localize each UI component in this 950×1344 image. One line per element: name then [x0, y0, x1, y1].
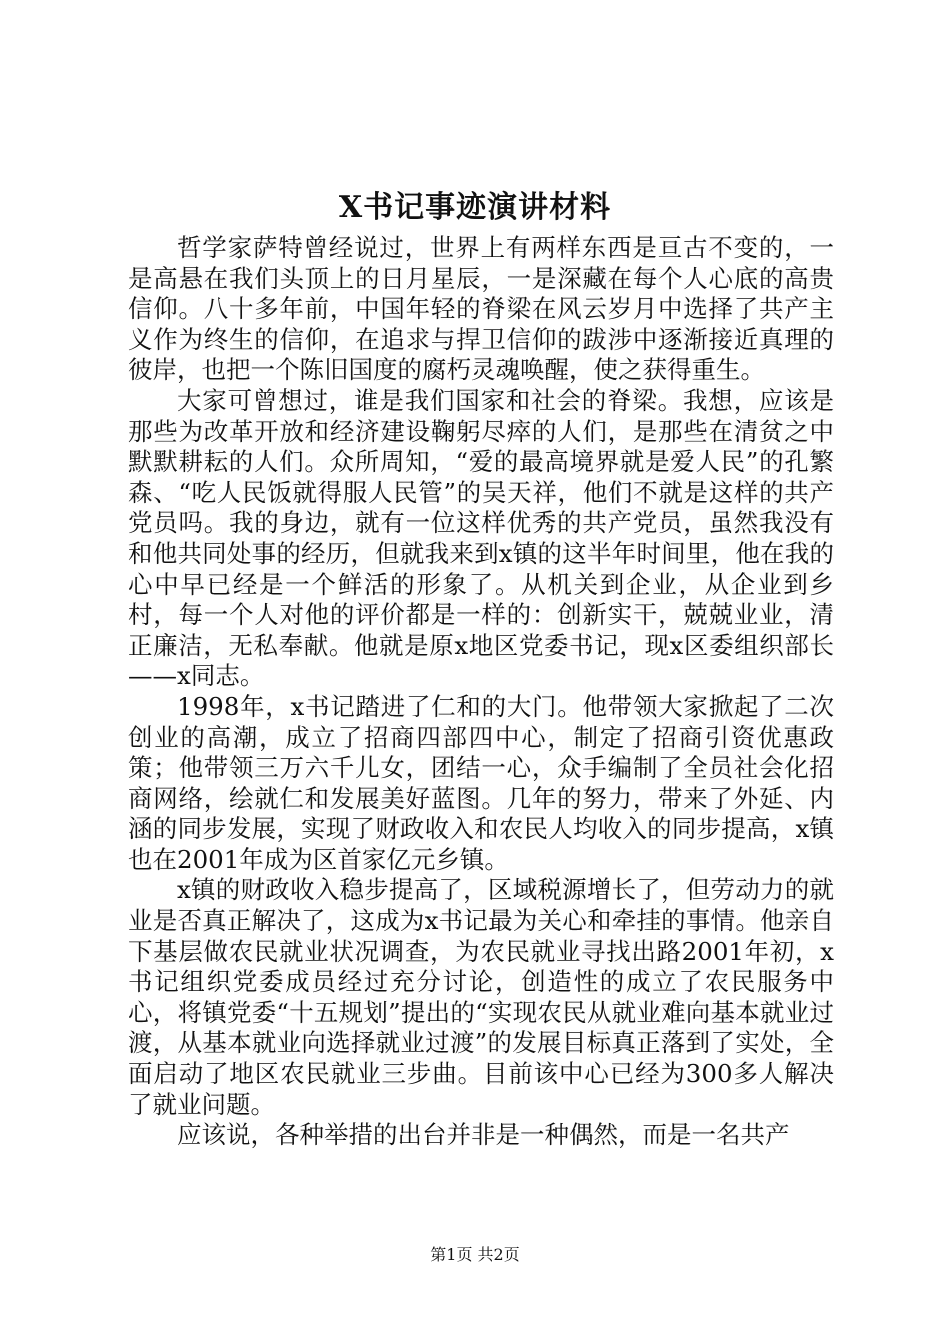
paragraph: 大家可曾想过，谁是我们国家和社会的脊梁。我想，应该是那些为改革开放和经济建设鞠躬尽瘁的人们，是那些在清贫之中默默耕耘的人们。众所周知，“爱的最高境界就是爱人民”的孔繁森、“吃人民饭就得服人民管”的吴天祥，他们不就是这样的共产党员吗。我的身边，就有一位这样优秀的共产党员，虽然我没有和他共同处事的经历，但就我来到x镇的这半年时间里，他在我的心中早已经是一个鲜活的形象了。从机关到企业，从企业到乡村，每一个人对他的评价都是一样的：创新实干，兢兢业业，清正廉洁，无私奉献。他就是原x地区党委书记，现x区委组织部长——x同志。: [128, 385, 834, 691]
page-footer: 第1页 共2页: [430, 1245, 520, 1264]
paragraph: 1998年，x书记踏进了仁和的大门。他带领大家掀起了二次创业的高潮，成立了招商四部四中心，制定了招商引资优惠政策；他带领三万六千儿女，团结一心，众手编制了全员社会化招商网络，绘就仁和发展美好蓝图。几年的努力，带来了外延、内涵的同步发展，实现了财政收入和农民人均收入的同步提高，x镇也在2001年成为区首家亿元乡镇。: [128, 691, 834, 874]
document-body: [128, 233, 834, 1151]
paragraph: 应该说，各种举措的出台并非是一种偶然，而是一名共产: [177, 1120, 790, 1150]
paragraph: 哲学家萨特曾经说过，世界上有两样东西是亘古不变的，一是高悬在我们头顶上的日月星辰，一是深藏在每个人心底的高贵信仰。八十多年前，中国年轻的脊梁在风云岁月中选择了共产主义作为终生的信仰，在追求与捍卫信仰的跋涉中逐渐接近真理的彼岸，也把一个陈旧国度的腐朽灵魂唤醒，使之获得重生。: [128, 233, 834, 385]
document-title: X书记事迹演讲材料: [338, 190, 612, 225]
paragraph: x镇的财政收入稳步提高了，区域税源增长了，但劳动力的就业是否真正解决了，这成为x书记最为关心和牵挂的事情。他亲自下基层做农民就业状况调查，为农民就业寻找出路2001年初，x书记组织党委成员经过充分讨论，创造性的成立了农民服务中心，将镇党委“十五规划”提出的“实现农民从就业难向基本就业过渡，从基本就业向选择就业过渡”的发展目标真正落到了实处，全面启动了地区农民就业三步曲。目前该中心已经为300多人解决了就业问题。: [128, 875, 834, 1119]
